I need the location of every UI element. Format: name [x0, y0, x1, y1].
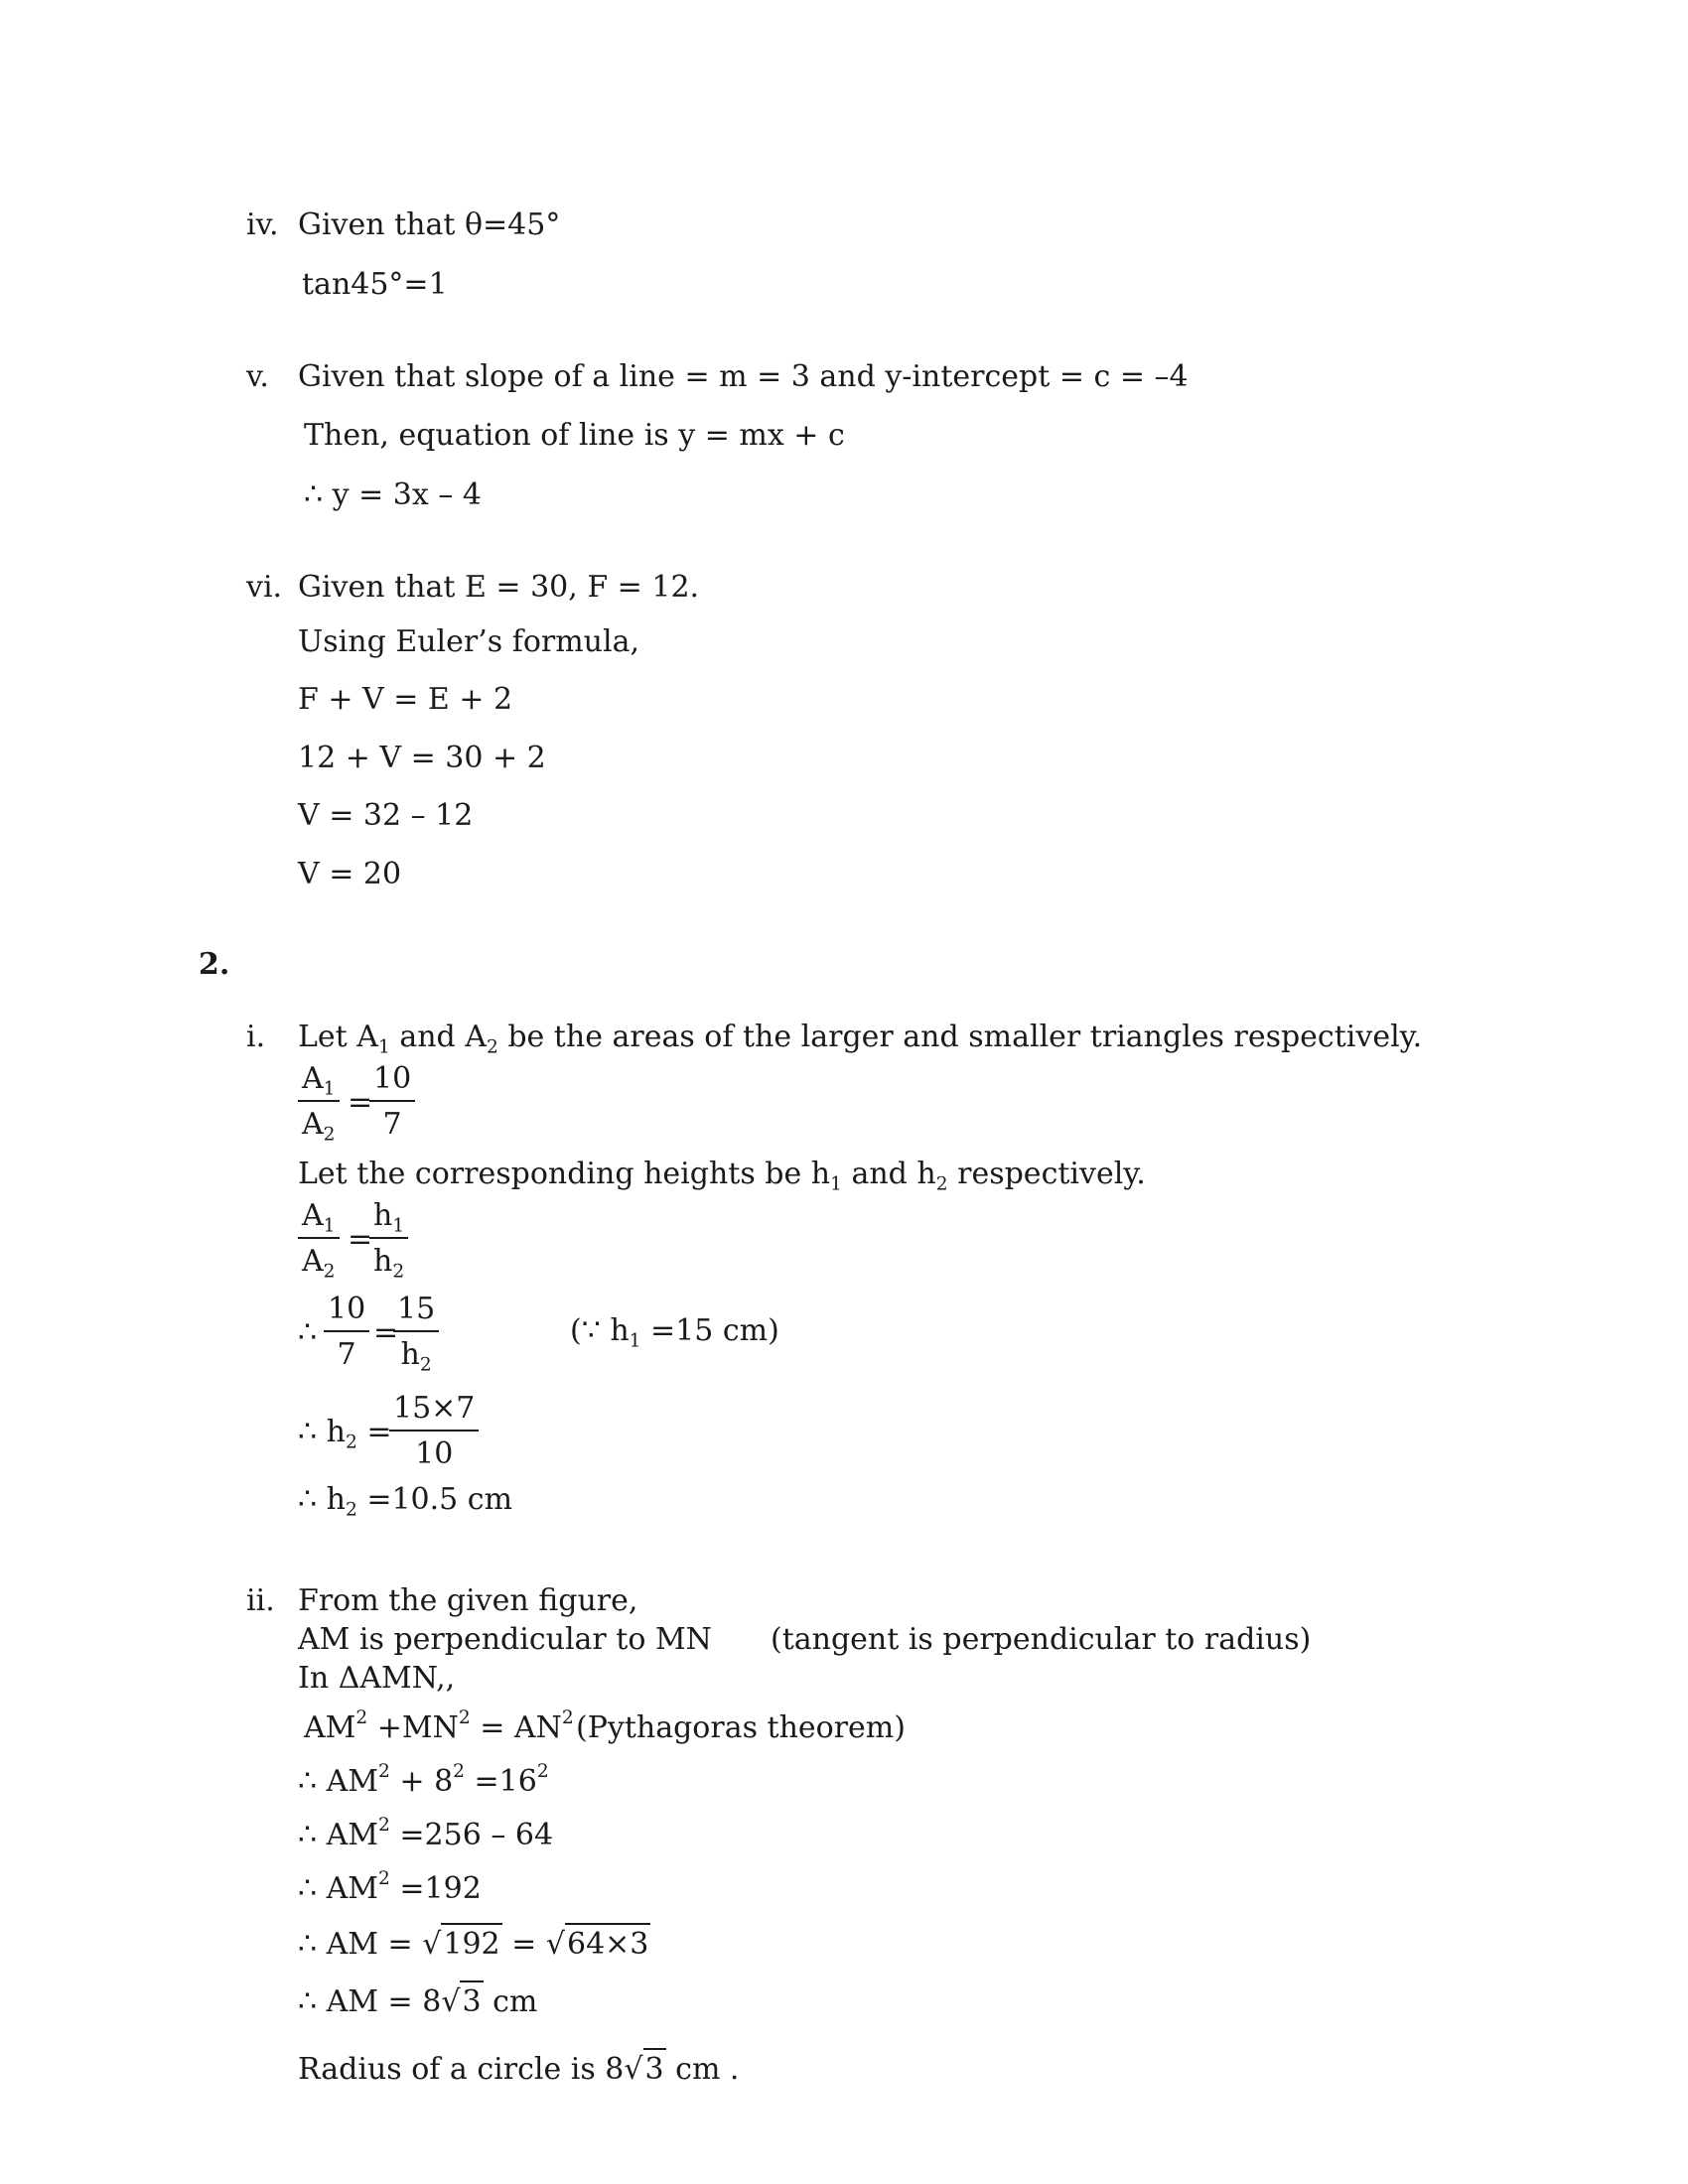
substituted-ratio-right: $\frac{15}{h_2}$ — [393, 1295, 439, 1370]
sqrt-3-final: √3 — [624, 2055, 665, 2085]
item-label-vi: vi. — [246, 570, 283, 605]
given-height-note: (∵ $h_1 =15$ cm) — [570, 1313, 779, 1352]
am-result: ∴ AM = 8√3 cm — [298, 1987, 537, 2017]
sqrt-64x3: √64×3 — [546, 1930, 651, 1960]
given-theta: Given that θ=45° — [298, 207, 561, 242]
substituted-ratio-left: $\frac{10}{7}$ — [324, 1295, 369, 1370]
area-ratio-value: $\frac{10}{7}$ — [369, 1064, 415, 1140]
question-number: 2. — [199, 947, 230, 982]
height-ratio-fraction: $\frac{h_1}{h_2}$ — [369, 1201, 408, 1277]
given-slope: Given that slope of a line = m = 3 and y-intercept = c = –4 — [298, 359, 1189, 394]
item-label-i: i. — [246, 1020, 266, 1054]
heights-definition: Let the corresponding heights be $h_1$ and $h_2$ respectively. — [298, 1157, 1146, 1195]
figure-reference: From the given figure, — [298, 1583, 638, 1618]
h2-expression-lhs: ∴ $h_2$ = — [298, 1415, 392, 1453]
area-definition: Let $A_1$ and $A_2$ be the areas of the larger and smaller triangles respectively. — [298, 1020, 1423, 1058]
radius-conclusion: Radius of a circle is 8√3 cm . — [298, 2055, 739, 2085]
euler-substitute: 12 + V = 30 + 2 — [298, 741, 546, 775]
am-squared-value: ∴ $AM^2 =192$ — [298, 1868, 482, 1906]
therefore-symbol: ∴ — [298, 1315, 318, 1350]
am-squared-step: ∴ $AM^2 =256 - 64$ — [298, 1815, 554, 1852]
euler-step: V = 32 – 12 — [298, 798, 474, 833]
am-root-expression: ∴ AM = √192 = √64×3 — [298, 1930, 650, 1960]
triangle-reference: In ΔAMN,, — [298, 1661, 456, 1696]
equals-sign: = — [348, 1222, 373, 1257]
equals-sign: = — [348, 1085, 373, 1120]
area-ratio-fraction-2: $\frac{A_1}{A_2}$ — [298, 1201, 340, 1277]
perpendicular-statement: AM is perpendicular to MN — [298, 1622, 712, 1657]
h2-result: ∴ $h_2 =10.5$ cm — [298, 1482, 513, 1521]
line-equation-result: ∴ y = 3x – 4 — [304, 478, 482, 512]
item-label-v: v. — [246, 359, 269, 394]
area-ratio-fraction: $\frac{A_1}{A_2}$ — [298, 1064, 340, 1140]
item-label-iv: iv. — [246, 207, 279, 242]
item-label-ii: ii. — [246, 1583, 275, 1618]
equals-sign: = — [373, 1315, 399, 1350]
pythagoras-note: (Pythagoras theorem) — [576, 1710, 906, 1745]
perpendicular-reason: (tangent is perpendicular to radius) — [771, 1622, 1312, 1657]
tan-value: tan45°=1 — [302, 267, 448, 302]
sqrt-192: √192 — [422, 1930, 501, 1960]
given-euler: Given that E = 30, F = 12. — [298, 570, 700, 605]
pythagoras-substitute: ∴ $AM^2 + 8^2 =16^2$ — [298, 1761, 549, 1799]
euler-result: V = 20 — [298, 857, 402, 891]
euler-intro: Using Euler’s formula, — [298, 624, 640, 659]
h2-expression-fraction: $\frac{15\times 7}{10}$ — [389, 1394, 479, 1469]
pythagoras-equation: $AM^2 +MN^2 = AN^2$ — [304, 1707, 574, 1745]
sqrt-3: √3 — [441, 1987, 483, 2017]
line-equation-form: Then, equation of line is y = mx + c — [304, 418, 845, 453]
euler-formula: F + V = E + 2 — [298, 682, 513, 717]
